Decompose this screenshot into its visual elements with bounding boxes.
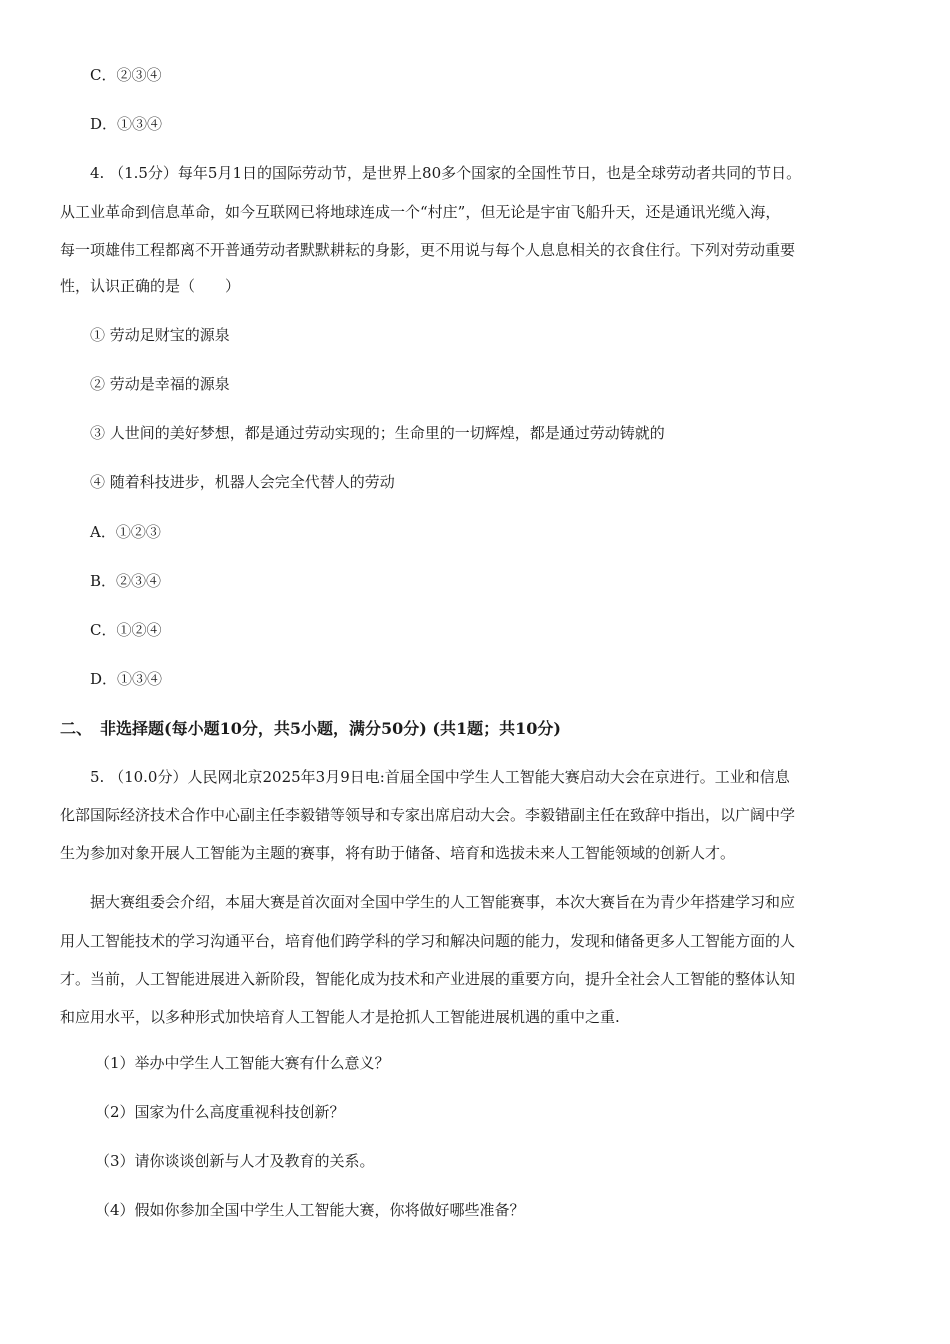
question-4-text: 从工业革命到信息革命，如今互联网已将地球连成一个“村庄”，但无论是宇宙飞船升天，还是通讯光缆入海， (60, 203, 781, 221)
question-4-text: 性，认识正确的是（ ） (60, 277, 241, 295)
statement-1: ① 劳动足财宝的源泉 (90, 326, 230, 344)
subquestion-4: （4）假如你参加全国中学生人工智能大赛，你将做好哪些准备？ (95, 1201, 525, 1219)
question-5-text: 据大赛组委会介绍，本届大赛是首次面对全国中学生的人工智能赛事，本次大赛旨在为青少年搭建学习和应 (90, 893, 796, 911)
statement-2: ② 劳动是幸福的源泉 (90, 375, 230, 393)
subquestion-3: （3）请你谈谈创新与人才及教育的关系。 (95, 1152, 375, 1170)
section-heading: 二、 非选择题(每小题10分，共5小题，满分50分) (共1题；共10分) (60, 719, 561, 738)
option-a: A．①②③ (90, 523, 161, 541)
option-d: D．①③④ (90, 670, 163, 688)
statement-4: ④ 随着科技进步，机器人会完全代替人的劳动 (90, 473, 395, 491)
subquestion-1: （1）举办中学生人工智能大赛有什么意义？ (95, 1054, 390, 1072)
option-c: C．①②④ (90, 621, 162, 639)
question-4-text: 每一项雄伟工程都离不开普通劳动者默默耕耘的身影，更不用说与每个人息息相关的衣食住行。下列对劳动重要 (60, 241, 796, 259)
question-5-text: 生为参加对象开展人工智能为主题的赛事，将有助于储备、培育和选拔未来人工智能领域的创新人才。 (60, 844, 736, 862)
question-5-text: 5. （10.0分）人民网北京2025年3月9日电:首届全国中学生人工智能大赛启动大会在京进行。工业和信息 (90, 768, 790, 786)
question-5-text: 化部国际经济技术合作中心副主任李毅错等领导和专家出席启动大会。李毅错副主任在致辞中指出，以广阔中学 (60, 806, 796, 824)
option-c: C．②③④ (90, 66, 162, 84)
subquestion-2: （2）国家为什么高度重视科技创新？ (95, 1103, 345, 1121)
question-5-text: 才。当前，人工智能进展进入新阶段，智能化成为技术和产业进展的重要方向，提升全社会人工智能的整体认知 (60, 970, 796, 988)
question-4-text: 4. （1.5分）每年5月1日的国际劳动节，是世界上80多个国家的全国性节日，也是全球劳动者共同的节日。 (90, 164, 802, 182)
statement-3: ③ 人世间的美好梦想，都是通过劳动实现的；生命里的一切辉煌，都是通过劳动铸就的 (90, 424, 665, 442)
question-5-text: 和应用水平，以多种形式加快培育人工智能人才是抢抓人工智能进展机遇的重中之重. (60, 1008, 620, 1026)
question-5-text: 用人工智能技术的学习沟通平台，培育他们跨学科的学习和解决问题的能力，发现和储备更多人工智能方面的人 (60, 932, 796, 950)
option-d: D．①③④ (90, 115, 163, 133)
option-b: B．②③④ (90, 572, 162, 590)
